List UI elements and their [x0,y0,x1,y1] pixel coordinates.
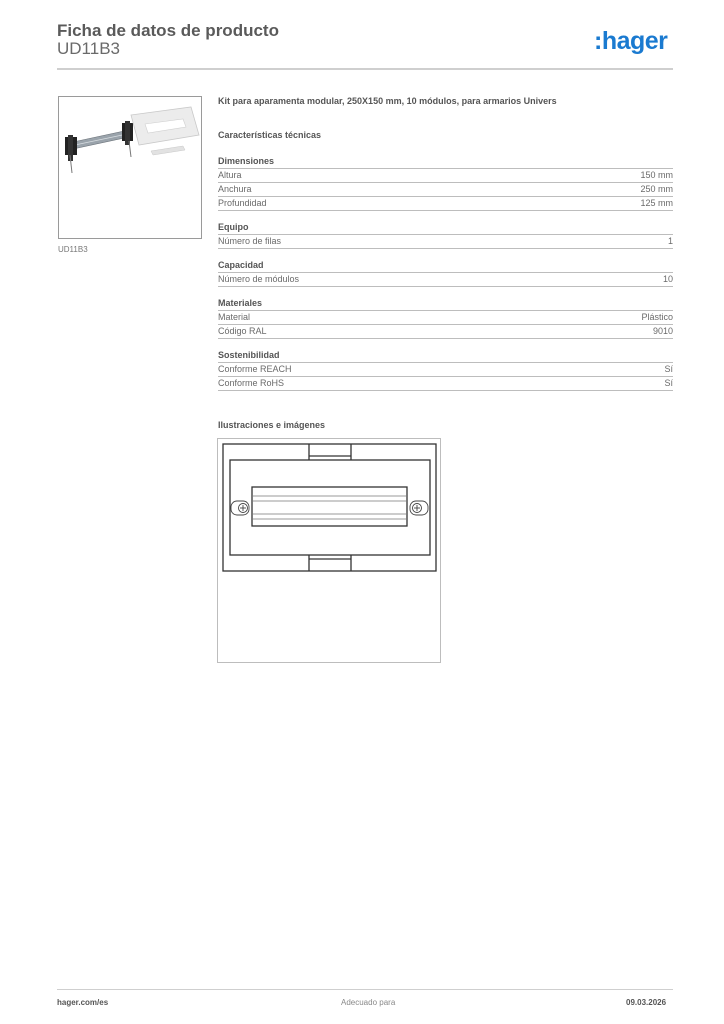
spec-group-dimensions [218,155,673,211]
footer-suitable-for: Adecuado para [341,998,396,1007]
spec-row [218,273,673,287]
spec-row [218,311,673,325]
spec-group-capacity [218,259,673,287]
spec-row [218,325,673,339]
spec-row [218,183,673,197]
spec-label: Conforme RoHS [218,378,285,388]
spec-label: Conforme REACH [218,364,292,374]
header-divider [57,68,673,70]
spec-value: Sí [664,364,673,374]
spec-value: 1 [667,236,673,246]
page-title: Ficha de datos de producto [57,21,279,40]
product-description: Kit para aparamenta modular, 250X150 mm, 10 módulos, para armarios Univers [218,96,557,106]
product-code: UD11B3 [57,39,120,58]
spec-label: Número de filas [218,236,282,246]
spec-group-title: Sostenibilidad [218,349,673,363]
spec-group-equipment [218,221,673,249]
spec-label: Número de módulos [218,274,300,284]
spec-value: 250 mm [640,184,673,194]
spec-group-title: Capacidad [218,259,673,273]
spec-group-title: Materiales [218,297,673,311]
spec-row [218,377,673,391]
spec-value: 9010 [652,326,673,336]
spec-row [218,235,673,249]
section-title-specs: Características técnicas [218,130,322,140]
footer-divider [57,989,673,990]
technical-drawing [217,438,441,663]
spec-label: Altura [218,170,242,180]
product-kit-image [59,97,201,238]
spec-label: Profundidad [218,198,267,208]
spec-label: Código RAL [218,326,267,336]
hager-logo: :hager [594,27,668,55]
spec-value: 125 mm [640,198,673,208]
spec-group-sustainability [218,349,673,391]
specs-table [218,155,673,401]
spec-value: 150 mm [640,170,673,180]
product-photo [58,96,202,239]
section-title-illustrations: Ilustraciones e imágenes [218,420,326,430]
spec-value: 10 [662,274,673,284]
footer-website: hager.com/es [57,998,109,1007]
spec-value: Sí [664,378,673,388]
spec-row [218,363,673,377]
spec-group-title: Equipo [218,221,673,235]
spec-group-title: Dimensiones [218,155,673,169]
spec-value: Plástico [641,312,673,322]
spec-label: Anchura [218,184,252,194]
photo-caption: UD11B3 [58,245,88,254]
front-view-drawing [218,439,440,662]
spec-label: Material [218,312,251,322]
spec-row [218,169,673,183]
spec-group-materials [218,297,673,339]
footer-date: 09.03.2026 [626,998,667,1007]
spec-row [218,197,673,211]
